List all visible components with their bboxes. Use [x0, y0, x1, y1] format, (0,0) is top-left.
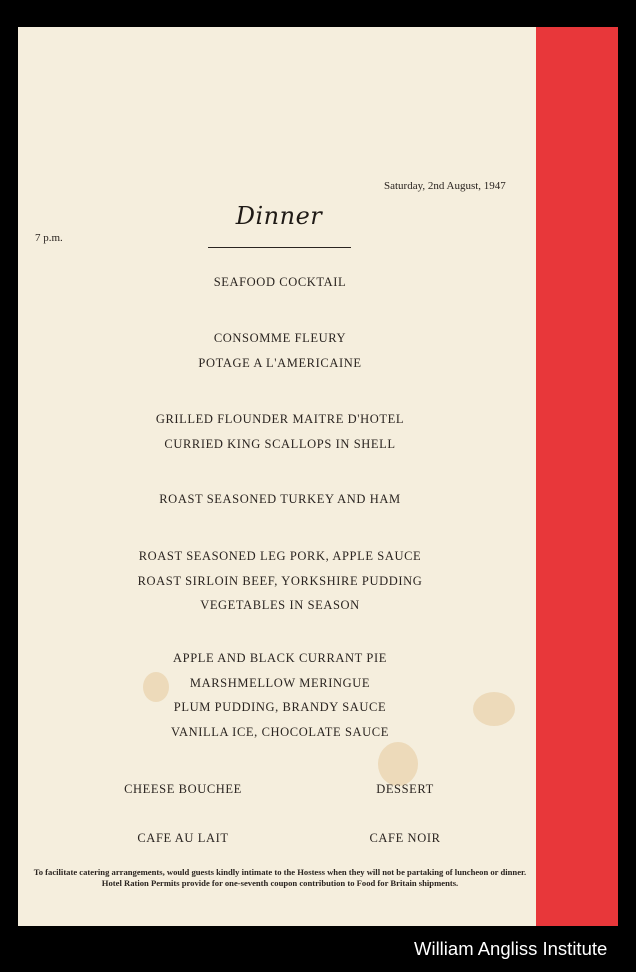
menu-item: CURRIED KING SCALLOPS IN SHELL: [164, 436, 396, 451]
coffee-item: CAFE NOIR: [369, 831, 441, 845]
menu-time: 7 p.m.: [35, 232, 63, 244]
course-group-soups: [18, 326, 542, 375]
menu-item: POTAGE A L'AMERICAINE: [198, 355, 362, 370]
dessert-item: DESSERT: [376, 782, 434, 796]
menu-item: ROAST SIRLOIN BEEF, YORKSHIRE PUDDING: [137, 573, 423, 588]
menu-item: APPLE AND BLACK CURRANT PIE: [173, 651, 387, 665]
menu-item: MARSHMELLOW MERINGUE: [189, 675, 371, 690]
course-group-desserts: [18, 646, 542, 744]
paper-stain: [378, 742, 418, 786]
course-group-fish: [18, 407, 542, 456]
menu-card: [18, 27, 618, 926]
course-group-roasts: [18, 544, 542, 618]
menu-item: ROAST SEASONED LEG PORK, APPLE SAUCE: [138, 549, 422, 563]
red-side-stripe: [536, 27, 618, 926]
cheese-item: CHEESE BOUCHEE: [124, 782, 242, 796]
menu-item: ROAST SEASONED TURKEY AND HAM: [159, 492, 401, 506]
menu-title: Dinner: [235, 202, 323, 230]
course-group-poultry: [18, 487, 542, 512]
menu-date: Saturday, 2nd August, 1947: [384, 180, 506, 192]
menu-item: VEGETABLES IN SEASON: [200, 598, 360, 612]
course-group-starter: [18, 270, 542, 295]
footnote: To facilitate catering arrangements, would guests kindly intimate to the Hostess when they will not be partaking of luncheon or dinner. Hotel Ration Permits provide for one-seventh coupon contribution to Food for Britain shipments.: [33, 867, 527, 888]
menu-item: GRILLED FLOUNDER MAITRE D'HOTEL: [155, 412, 405, 426]
menu-item: SEAFOOD COCKTAIL: [213, 275, 347, 289]
coffee-item: CAFE AU LAIT: [137, 831, 229, 845]
menu-item: PLUM PUDDING, BRANDY SAUCE: [173, 700, 387, 714]
title-underline: [208, 247, 351, 248]
credit-watermark: William Angliss Institute: [414, 938, 608, 959]
menu-item: VANILLA ICE, CHOCOLATE SAUCE: [171, 724, 389, 739]
menu-item: CONSOMME FLEURY: [213, 331, 347, 345]
